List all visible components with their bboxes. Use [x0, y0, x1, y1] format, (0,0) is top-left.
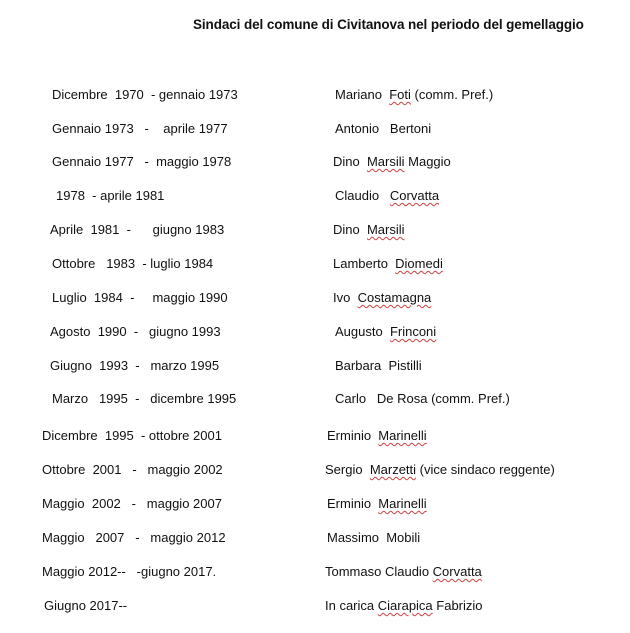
- period-text: Ottobre 2001 - maggio 2002: [42, 462, 223, 477]
- period-text: Ottobre 1983 - luglio 1984: [52, 256, 214, 271]
- period-text: Aprile 1981 - giugno 1983: [50, 222, 225, 237]
- mayor-name: Claudio Corvatta: [335, 188, 440, 203]
- mayor-name: Mariano Foti (comm. Pref.): [335, 87, 494, 102]
- mayor-name: Barbara Pistilli: [335, 358, 422, 373]
- mayor-name: Carlo De Rosa (comm. Pref.): [335, 391, 510, 406]
- mayor-name: Massimo Mobili: [327, 530, 421, 545]
- period-text: Maggio 2012-- -giugno 2017.: [42, 564, 217, 579]
- mayor-name: Erminio Marinelli: [327, 428, 427, 443]
- mayor-name: In carica Ciarapica Fabrizio: [325, 598, 483, 613]
- period-text: Dicembre 1995 - ottobre 2001: [42, 428, 222, 443]
- period-text: Gennaio 1977 - maggio 1978: [52, 154, 232, 169]
- mayor-name: Lamberto Diomedi: [333, 256, 443, 271]
- period-text: Dicembre 1970 - gennaio 1973: [52, 87, 238, 102]
- mayor-name: Sergio Marzetti (vice sindaco reggente): [325, 462, 555, 477]
- period-text: Maggio 2007 - maggio 2012: [42, 530, 226, 545]
- mayor-name: Ivo Costamagna: [333, 290, 432, 305]
- period-text: Agosto 1990 - giugno 1993: [50, 324, 221, 339]
- period-text: Giugno 2017--: [44, 598, 128, 613]
- period-text: Gennaio 1973 - aprile 1977: [52, 121, 228, 136]
- mayor-name: Erminio Marinelli: [327, 496, 427, 511]
- period-text: Giugno 1993 - marzo 1995: [50, 358, 220, 373]
- period-text: Luglio 1984 - maggio 1990: [52, 290, 228, 305]
- mayor-name: Antonio Bertoni: [335, 121, 432, 136]
- mayor-name: Dino Marsili Maggio: [333, 154, 451, 169]
- mayor-name: Augusto Frinconi: [335, 324, 437, 339]
- document-title: Sindaci del comune di Civitanova nel periodo del gemellaggio: [193, 17, 584, 32]
- mayor-name: Tommaso Claudio Corvatta: [325, 564, 482, 579]
- mayor-name: Dino Marsili: [333, 222, 405, 237]
- period-text: 1978 - aprile 1981: [56, 188, 165, 203]
- period-text: Marzo 1995 - dicembre 1995: [52, 391, 237, 406]
- period-text: Maggio 2002 - maggio 2007: [42, 496, 222, 511]
